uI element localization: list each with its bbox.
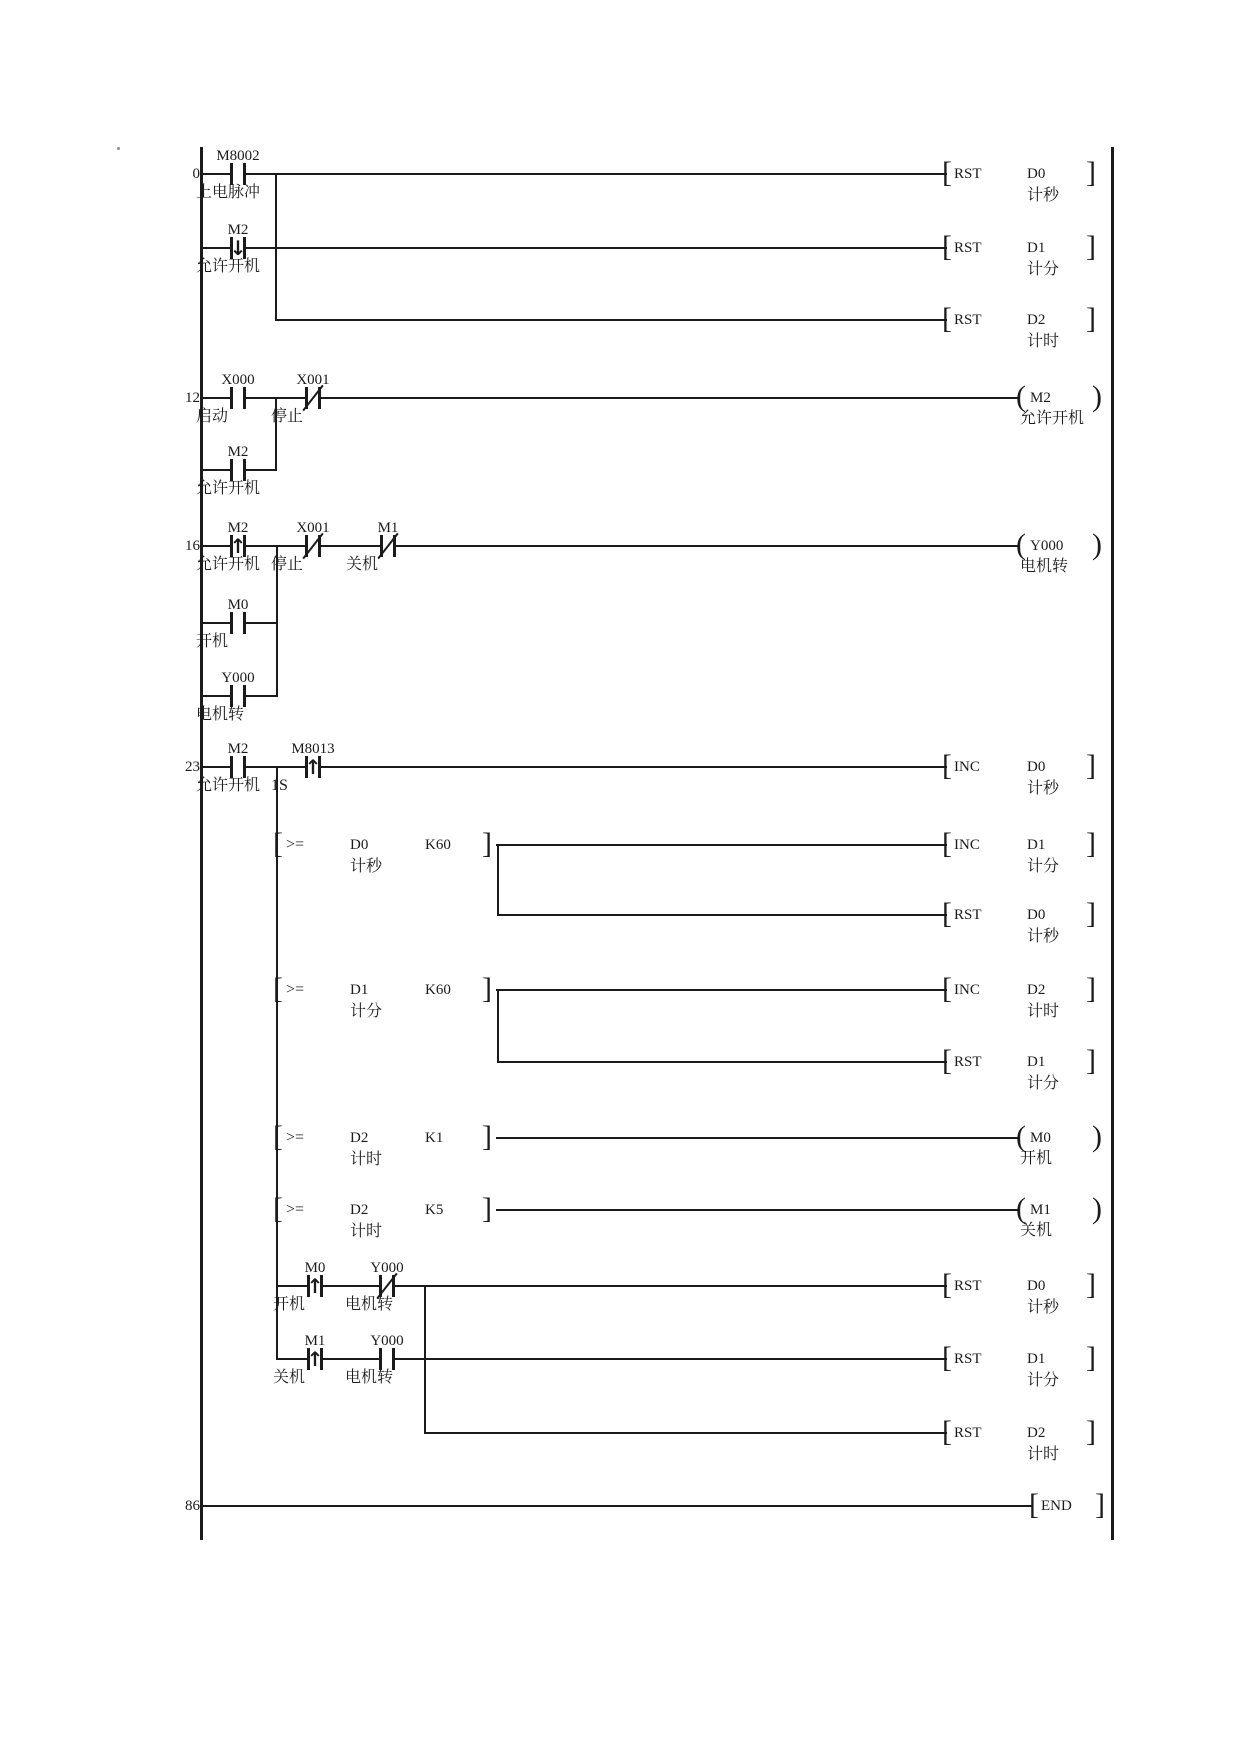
wire xyxy=(424,1286,426,1434)
device-name: Y000 xyxy=(370,1260,404,1276)
device-comment: 开机 xyxy=(273,1296,306,1313)
device-name: M2 xyxy=(227,444,249,460)
contact-bar xyxy=(243,756,246,778)
coil-left-paren-icon: ( xyxy=(1016,528,1026,561)
compare-op: >= xyxy=(286,836,305,853)
compare-left-bracket-icon: [ xyxy=(273,972,283,1005)
instruction-right-bracket-icon: ] xyxy=(1086,302,1096,335)
wire xyxy=(201,397,1018,399)
compare-op: >= xyxy=(286,981,305,998)
compare-right-bracket-icon: ] xyxy=(482,1120,492,1153)
wire xyxy=(497,990,499,1063)
instruction-operand: D1 xyxy=(1027,1351,1046,1367)
device-name: M2 xyxy=(227,222,249,238)
device-name: M1 xyxy=(377,520,399,536)
compare-left-bracket-icon: [ xyxy=(273,827,283,860)
device-comment: 电机转 xyxy=(345,1369,394,1386)
device-name: M2 xyxy=(227,520,249,536)
wire xyxy=(497,845,499,916)
instruction-op: RST xyxy=(954,240,982,256)
wire xyxy=(496,1137,1018,1139)
device-name: Y000 xyxy=(221,670,255,686)
device-comment: 允许开机 xyxy=(196,258,261,275)
rung-step-number: 86 xyxy=(185,1498,200,1514)
instruction-operand: D0 xyxy=(1027,1278,1046,1294)
compare-right-bracket-icon: ] xyxy=(482,827,492,860)
device-comment: 允许开机 xyxy=(196,556,261,573)
instruction-right-bracket-icon: ] xyxy=(1086,972,1096,1005)
coil-device-name: M2 xyxy=(1030,390,1051,406)
wire xyxy=(201,173,947,175)
wire xyxy=(275,174,277,321)
compare-right-bracket-icon: ] xyxy=(482,972,492,1005)
contact-bar xyxy=(243,459,246,481)
instruction-operand-comment: 计秒 xyxy=(1027,928,1060,945)
instruction-operand-comment: 计秒 xyxy=(1027,780,1060,797)
device-comment: 允许开机 xyxy=(196,777,261,794)
wire xyxy=(201,1505,1032,1507)
coil-right-paren-icon: ) xyxy=(1092,1120,1102,1153)
instruction-right-bracket-icon: ] xyxy=(1086,1044,1096,1077)
contact-bar xyxy=(243,387,246,409)
instruction-left-bracket-icon: [ xyxy=(942,972,952,1005)
instruction-operand-comment: 计秒 xyxy=(1027,187,1060,204)
coil-device-name: M0 xyxy=(1030,1130,1051,1146)
compare-operand-comment: 计时 xyxy=(350,1151,383,1168)
wire xyxy=(201,545,1018,547)
instruction-right-bracket-icon: ] xyxy=(1086,749,1096,782)
device-name: X000 xyxy=(221,372,255,388)
instruction-right-bracket-icon: ] xyxy=(1086,1268,1096,1301)
compare-operand-2: K1 xyxy=(425,1130,444,1146)
instruction-op: INC xyxy=(954,982,980,998)
instruction-left-bracket-icon: [ xyxy=(942,827,952,860)
instruction-operand-comment: 计分 xyxy=(1027,1372,1060,1389)
instruction-operand-comment: 计时 xyxy=(1027,333,1060,350)
wire xyxy=(498,1061,947,1063)
rung-step-number: 23 xyxy=(185,759,200,775)
instruction-right-bracket-icon: ] xyxy=(1086,156,1096,189)
instruction-operand-comment: 计分 xyxy=(1027,858,1060,875)
instruction-left-bracket-icon: [ xyxy=(942,1415,952,1448)
compare-operand-comment: 计分 xyxy=(350,1003,383,1020)
wire xyxy=(425,1432,947,1434)
compare-right-bracket-icon: ] xyxy=(482,1192,492,1225)
instruction-right-bracket-icon: ] xyxy=(1086,230,1096,263)
instruction-op: RST xyxy=(954,1054,982,1070)
device-comment: 1S xyxy=(271,777,288,794)
coil-right-paren-icon: ) xyxy=(1092,528,1102,561)
wire xyxy=(496,844,947,846)
instruction-operand: D1 xyxy=(1027,240,1046,256)
left-power-rail xyxy=(200,147,203,1540)
instruction-left-bracket-icon: [ xyxy=(942,230,952,263)
instruction-op: RST xyxy=(954,907,982,923)
falling-edge-arrow-icon: ↓ xyxy=(229,236,247,260)
compare-operand-1: D2 xyxy=(350,1202,369,1218)
instruction-op: RST xyxy=(954,1351,982,1367)
coil-right-paren-icon: ) xyxy=(1092,1192,1102,1225)
instruction-op: RST xyxy=(954,166,982,182)
device-name: M0 xyxy=(304,1260,326,1276)
compare-op: >= xyxy=(286,1201,305,1218)
compare-left-bracket-icon: [ xyxy=(273,1120,283,1153)
coil-device-name: M1 xyxy=(1030,1202,1051,1218)
coil-comment: 开机 xyxy=(1020,1150,1053,1167)
compare-left-bracket-icon: [ xyxy=(273,1192,283,1225)
instruction-operand: D0 xyxy=(1027,759,1046,775)
instruction-op: INC xyxy=(954,837,980,853)
rising-edge-arrow-icon: ↑ xyxy=(306,1347,324,1371)
contact-bar xyxy=(243,685,246,707)
instruction-left-bracket-icon: [ xyxy=(942,1044,952,1077)
contact-bar xyxy=(392,1348,395,1370)
instruction-right-bracket-icon: ] xyxy=(1086,897,1096,930)
instruction-left-bracket-icon: [ xyxy=(942,749,952,782)
device-comment: 启动 xyxy=(196,408,229,425)
wire xyxy=(276,319,947,321)
rising-edge-arrow-icon: ↑ xyxy=(229,534,247,558)
rung-step-number: 12 xyxy=(185,390,200,406)
compare-operand-1: D1 xyxy=(350,982,369,998)
coil-left-paren-icon: ( xyxy=(1016,380,1026,413)
device-name: Y000 xyxy=(370,1333,404,1349)
instruction-operand-comment: 计分 xyxy=(1027,1075,1060,1092)
instruction-operand: D1 xyxy=(1027,1054,1046,1070)
right-power-rail xyxy=(1111,147,1114,1540)
device-comment: 允许开机 xyxy=(196,480,261,497)
coil-comment: 电机转 xyxy=(1020,558,1069,575)
device-name: M8013 xyxy=(291,741,335,757)
device-comment: 停止 xyxy=(271,556,304,573)
rung-step-number: 0 xyxy=(192,166,200,182)
contact-bar xyxy=(230,685,233,707)
rung-step-number: 16 xyxy=(185,538,200,554)
instruction-operand: D0 xyxy=(1027,907,1046,923)
contact-bar xyxy=(243,612,246,634)
device-comment: 电机转 xyxy=(196,706,245,723)
instruction-operand: D2 xyxy=(1027,1425,1046,1441)
compare-operand-2: K60 xyxy=(425,837,451,853)
instruction-left-bracket-icon: [ xyxy=(942,897,952,930)
instruction-left-bracket-icon: [ xyxy=(1029,1488,1039,1521)
device-name: X001 xyxy=(296,372,330,388)
instruction-operand-comment: 计时 xyxy=(1027,1003,1060,1020)
compare-operand-2: K5 xyxy=(425,1202,444,1218)
compare-operand-1: D0 xyxy=(350,837,369,853)
wire xyxy=(498,914,947,916)
instruction-operand-comment: 计时 xyxy=(1027,1446,1060,1463)
instruction-op: RST xyxy=(954,1278,982,1294)
device-comment: 电机转 xyxy=(345,1296,394,1313)
instruction-op: RST xyxy=(954,1425,982,1441)
instruction-operand: D2 xyxy=(1027,312,1046,328)
contact-bar xyxy=(230,387,233,409)
instruction-left-bracket-icon: [ xyxy=(942,1341,952,1374)
instruction-right-bracket-icon: ] xyxy=(1086,1415,1096,1448)
device-comment: 上电脉冲 xyxy=(196,184,261,201)
instruction-right-bracket-icon: ] xyxy=(1086,1341,1096,1374)
instruction-right-bracket-icon: ] xyxy=(1095,1488,1105,1521)
stray-mark xyxy=(117,147,120,150)
instruction-left-bracket-icon: [ xyxy=(942,156,952,189)
compare-op: >= xyxy=(286,1129,305,1146)
compare-operand-comment: 计秒 xyxy=(350,858,383,875)
instruction-operand: D1 xyxy=(1027,837,1046,853)
instruction-op: INC xyxy=(954,759,980,775)
device-name: X001 xyxy=(296,520,330,536)
wire xyxy=(496,1209,1018,1211)
instruction-op: END xyxy=(1041,1498,1072,1514)
coil-right-paren-icon: ) xyxy=(1092,380,1102,413)
wire xyxy=(277,1358,947,1360)
contact-bar xyxy=(379,1348,382,1370)
coil-device-name: Y000 xyxy=(1030,538,1064,554)
wire xyxy=(496,989,947,991)
device-comment: 停止 xyxy=(271,408,304,425)
rising-edge-arrow-icon: ↑ xyxy=(306,1274,324,1298)
instruction-operand: D2 xyxy=(1027,982,1046,998)
instruction-operand-comment: 计分 xyxy=(1027,261,1060,278)
contact-bar xyxy=(230,756,233,778)
instruction-left-bracket-icon: [ xyxy=(942,302,952,335)
compare-operand-comment: 计时 xyxy=(350,1223,383,1240)
device-name: M2 xyxy=(227,741,249,757)
device-comment: 关机 xyxy=(273,1369,306,1386)
instruction-operand: D0 xyxy=(1027,166,1046,182)
wire xyxy=(277,1285,947,1287)
coil-comment: 允许开机 xyxy=(1020,410,1085,427)
instruction-left-bracket-icon: [ xyxy=(942,1268,952,1301)
device-name: M8002 xyxy=(216,148,260,164)
instruction-right-bracket-icon: ] xyxy=(1086,827,1096,860)
contact-bar xyxy=(230,459,233,481)
rising-edge-arrow-icon: ↑ xyxy=(304,755,322,779)
device-comment: 关机 xyxy=(346,556,379,573)
device-name: M0 xyxy=(227,597,249,613)
instruction-op: RST xyxy=(954,312,982,328)
coil-comment: 关机 xyxy=(1020,1222,1053,1239)
wire xyxy=(201,247,947,249)
compare-operand-2: K60 xyxy=(425,982,451,998)
coil-left-paren-icon: ( xyxy=(1016,1120,1026,1153)
contact-bar xyxy=(243,163,246,185)
coil-left-paren-icon: ( xyxy=(1016,1192,1026,1225)
contact-bar xyxy=(230,163,233,185)
instruction-operand-comment: 计秒 xyxy=(1027,1299,1060,1316)
compare-operand-1: D2 xyxy=(350,1130,369,1146)
contact-bar xyxy=(230,612,233,634)
device-comment: 开机 xyxy=(196,633,229,650)
device-name: M1 xyxy=(304,1333,326,1349)
